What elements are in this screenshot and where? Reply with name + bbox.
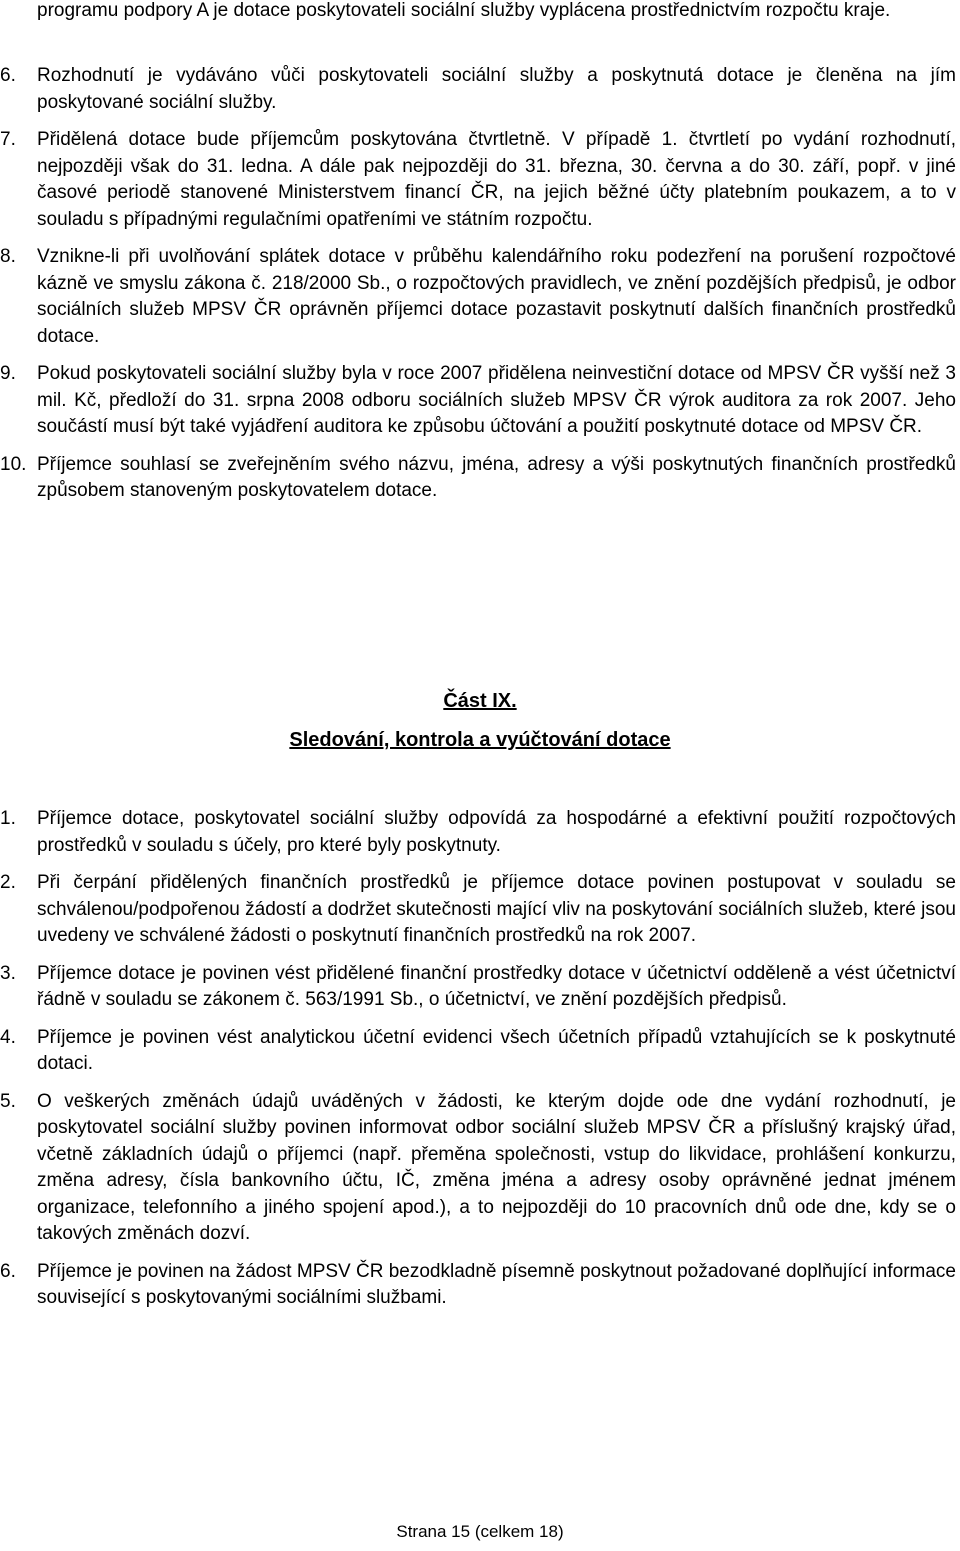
list-text: Vznikne-li při uvolňování splátek dotace v průběhu kalendářního roku podezření na porušení rozpočtové kázně ve smyslu zákona č. 218/2000 Sb., o rozpočtových pravidlech, ve znění pozdějších předpisů, je odbor sociálních služeb MPSV ČR oprávněn příjemci dotace pozastavit poskytnutí dalších finančních prostředků dotace.: [37, 246, 956, 347]
page-footer: Strana 15 (celkem 18): [396, 1522, 564, 1541]
list-item-4: [0, 1025, 960, 1078]
list-section-ix: [0, 806, 960, 1312]
list-number: 5.: [0, 1090, 16, 1112]
list-text: Přidělená dotace bude příjemcům poskytována čtvrtletně. V případě 1. čtvrtletí po vydání rozhodnutí, nejpozději však do 31. ledna. A dále pak nejpozději do 31. března, 30. června a do 30. září, popř. v jiné časové periodě stanovené Ministerstvem financí ČR, na jejich běžné účty platebním poukazem, a to v souladu s případnými regulačními opatřeními ve státním rozpočtu.: [37, 129, 956, 230]
list-item-5: [0, 1089, 960, 1248]
list-text: Při čerpání přidělených finančních prostředků je příjemce dotace povinen postupovat v souladu se schválenou/podpořenou žádostí a dodržet skutečnosti mající vliv na poskytování sociálních služeb, které jsou uvedeny ve schválené žádosti o poskytnutí finančních prostředků na rok 2007.: [37, 872, 956, 946]
list-number: 6.: [0, 1260, 16, 1282]
list-text: O veškerých změnách údajů uváděných v žádosti, ke kterým dojde ode dne vydání rozhodnutí, je poskytovatel sociální služby povinen informovat odbor sociální služeb MPSV ČR a příslušný krajský úřad, včetně základních údajů o příjemci (např. přeměna společnosti, vstup do likvidace, prohlášení konkurzu, změna adresy, čísla bankovního účtu, IČ, změna jména a adresy osoby oprávněné jednat jménem organizace, telefonního a jiného spojení apod.), a to nejpozději do 10 pracovních dnů ode dne, kdy se o takových změnách dozví.: [37, 1090, 956, 1244]
list-item-2: [0, 870, 960, 950]
list-number: 6.: [0, 65, 16, 86]
list-text: Rozhodnutí je vydáváno vůči poskytovateli sociální služby a poskytnutá dotace je členěna na jím poskytované sociální služby.: [37, 65, 956, 113]
list-number: 4.: [0, 1026, 16, 1048]
list-number: 8.: [0, 246, 16, 267]
list-text: Příjemce je povinen na žádost MPSV ČR bezodkladně písemně poskytnout požadované doplňující informace související s poskytovanými sociálními službami.: [37, 1260, 956, 1308]
list-number: 10.: [0, 453, 27, 475]
list-top: [0, 63, 960, 505]
list-text: Příjemce dotace, poskytovatel sociální služby odpovídá za hospodárné a efektivní použití rozpočtových prostředků v souladu s účely, pro které byly poskytnuty.: [37, 808, 956, 856]
list-text: Příjemce souhlasí se zveřejněním svého názvu, jména, adresy a výši poskytnutých finančních prostředků způsobem stanoveným poskytovatelem dotace.: [37, 453, 956, 501]
list-text: Pokud poskytovateli sociální služby byla v roce 2007 přidělena neinvestiční dotace od MPSV ČR vyšší než 3 mil. Kč, předloží do 31. srpna 2008 odboru sociálních služeb MPSV ČR výrok auditora za rok 2007. Jeho součástí musí být také vyjádření auditora ke způsobu účtování a použití poskytnuté dotace od MPSV ČR.: [37, 363, 956, 437]
list-number: 9.: [0, 363, 16, 384]
list-item-6: [0, 63, 960, 116]
list-item-1: [0, 806, 960, 859]
list-number: 2.: [0, 872, 16, 893]
list-number: 3.: [0, 962, 16, 984]
list-item-10: [0, 452, 960, 505]
continuation-paragraph: programu podpory A je dotace poskytovateli sociální služby vyplácena prostřednictvím rozpočtu kraje.: [37, 0, 891, 21]
list-item-3: [0, 961, 960, 1014]
list-number: 7.: [0, 129, 16, 150]
list-item-6b: [0, 1259, 960, 1312]
list-item-7: [0, 127, 960, 233]
list-text: Příjemce dotace je povinen vést přidělené finanční prostředky dotace v účetnictví odděleně a vést účetnictví řádně v souladu se zákonem č. 563/1991 Sb., o účetnictví, ve znění pozdějších předpisů.: [37, 962, 956, 1010]
list-number: 1.: [0, 808, 16, 829]
part-heading: Část IX.: [443, 690, 517, 712]
section-title: Sledování, kontrola a vyúčtování dotace: [289, 729, 671, 751]
list-text: Příjemce je povinen vést analytickou účetní evidenci všech účetních případů vztahujících se k poskytnuté dotaci.: [37, 1026, 956, 1074]
list-item-9: [0, 361, 960, 441]
list-item-8: [0, 244, 960, 350]
